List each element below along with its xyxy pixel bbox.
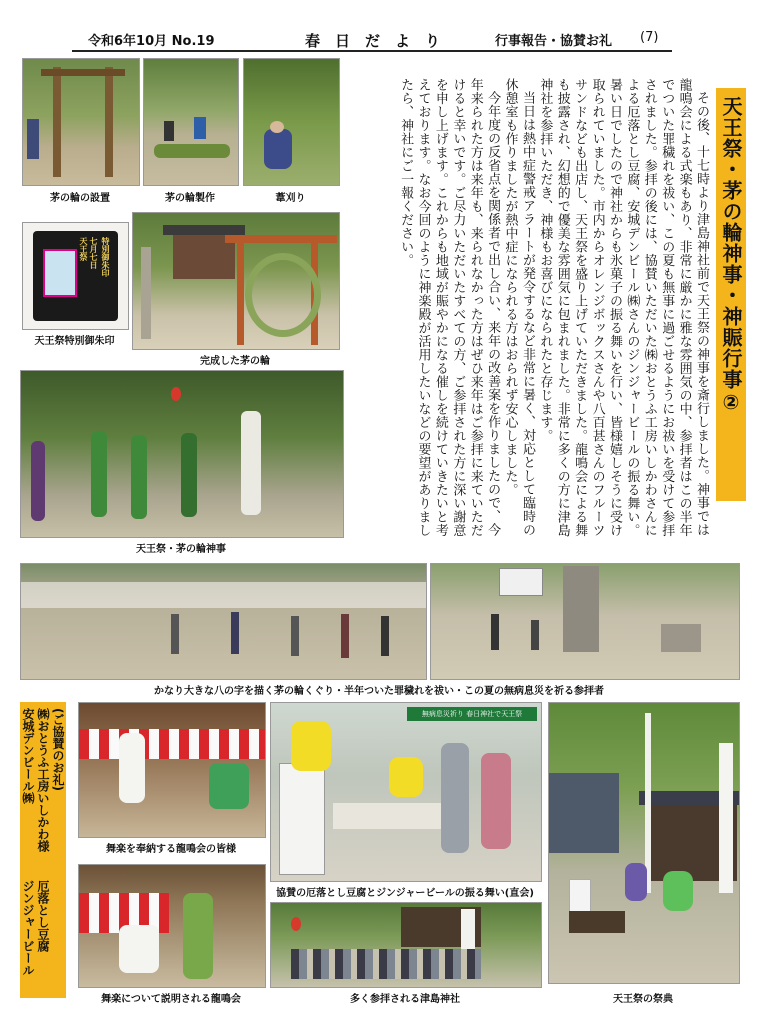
photo-chinowa-kuguri-2 xyxy=(430,563,740,680)
photo-chinowa-setup xyxy=(22,58,140,186)
caption-bugaku: 舞楽を奉納する龍鳴会の皆様 xyxy=(106,844,236,855)
caption-chinowa-kuguri: かなり大きな八の字を描く茅の輪くぐり・半年ついた罪穢れを祓い・この夏の無病息災を祈る参拝者 xyxy=(154,686,604,697)
paragraph-1: その後、十七時より津島神社前で天王祭の神事を斎行しました。神事では龍鳴会による式楽もあり、非常に厳かに雅な雰囲気の中、参拝者はこの半年でついた罪穢れを祓い、この夏も無事に過ごせるようにお祓いを受けて参拝されました。参拝の後には、協賛いただいた㈱おとうふ工房いしかわさんによる厄落とし豆腐、安城デンビール㈱さんのジンジャービールの振る舞い。暑い日でしたので神社からも氷菓子の振る舞いを行い、皆様嬉しそうに受け取られていました。市内からオレンジボックスさんや八百甚さんのフルーツサンドなども出店し、天王祭を盛り上げていただきました。龍鳴会による舞も披露され、幻想的で優美な雰囲気に包まれました。非常に多くの方に津島神社を参拝いただき、神様もお喜びになられたと存じます。 xyxy=(537,78,709,537)
sponsor-name-1: ㈱おとうふ工房いしかわ様 xyxy=(36,708,50,852)
page-number: (7) xyxy=(640,30,659,45)
caption-chinowa-making: 茅の輪製作 xyxy=(165,193,215,204)
sponsor-name-2: 安城デンビール㈱ xyxy=(21,708,35,804)
paragraph-2: 当日は熱中症警戒アラートが発令するなど非常に暑く、対応として臨時の休憩室も作りましたが熱中症になられる方はおられず安心しました。 xyxy=(502,78,535,537)
caption-reed-cutting: 葦刈り xyxy=(275,193,306,204)
photo-crowd xyxy=(270,902,542,988)
photo-chinowa-making xyxy=(143,58,239,186)
section-label: 行事報告・協賛お礼 xyxy=(495,34,613,49)
photo-tofu xyxy=(270,702,542,882)
caption-festival: 天王祭の祭典 xyxy=(613,994,673,1005)
goshuin-text-1: 七月七日 xyxy=(89,237,98,269)
article-body xyxy=(345,78,710,548)
caption-completed-ring: 完成した茅の輪 xyxy=(200,356,270,367)
photo-reed-cutting xyxy=(243,58,340,186)
caption-chinowa-setup: 茅の輪の設置 xyxy=(50,193,110,204)
caption-goshuin: 天王祭特別御朱印 xyxy=(34,336,115,347)
photo-explain xyxy=(78,864,266,988)
newsletter-title: 春 日 だ よ り xyxy=(305,32,441,50)
photo-goshuin xyxy=(22,222,129,330)
issue-label: 令和6年10月 No.19 xyxy=(88,34,215,49)
article-title: 天王祭・茅の輪神事・神賑行事② xyxy=(719,96,743,415)
goshuin-text-3: 特別御朱印 xyxy=(101,237,110,277)
photo-bugaku xyxy=(78,702,266,838)
caption-shinji: 天王祭・茅の輪神事 xyxy=(136,544,226,555)
photo-chinowa-kuguri-1 xyxy=(20,563,427,680)
caption-tofu: 協賛の厄落とし豆腐とジンジャービールの振る舞い(直会) xyxy=(276,888,534,899)
photo-shinji xyxy=(20,370,344,538)
paragraph-3: 今年度の反省点を関係者で出し合い、来年の改善案を作りましたので、今年来られた方は来年も、来られなかった方はぜひ来年はご参拝に来ていただけると幸いです。ご尽力いただいたすべての方、ご参拝された方に深い謝意を申し上げます。これからも地域が賑やかになる催しを続けていきたいと考えております。なお今回のように神楽殿が活用したいなどの要望がありましたら、神社にご一報ください。 xyxy=(398,78,501,537)
goshuin-text-2: 天王祭 xyxy=(79,237,88,261)
header-rule xyxy=(72,50,672,52)
tent-sign: 無病息災祈り 春日神社で天王祭 xyxy=(407,707,537,721)
sponsor-heading: (ご協賛のお礼) xyxy=(51,708,65,791)
photo-festival xyxy=(548,702,740,984)
photo-completed-ring xyxy=(132,212,340,350)
sponsor-item-1: 厄落とし豆腐 xyxy=(36,880,50,952)
sponsor-item-2: ジンジャービール xyxy=(21,880,35,976)
caption-explain: 舞楽について説明される龍鳴会 xyxy=(101,994,241,1005)
caption-crowd: 多く参拝される津島神社 xyxy=(350,994,460,1005)
